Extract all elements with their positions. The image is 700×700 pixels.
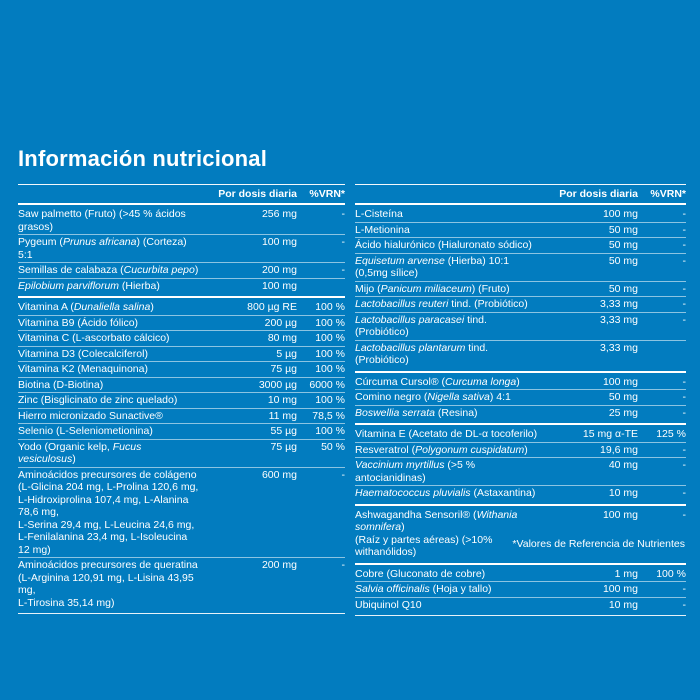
vrn-value: - xyxy=(682,254,686,267)
name-segment: ) xyxy=(524,443,528,456)
vrn-value: - xyxy=(682,487,686,499)
footnote: *Valores de Referencia de Nutrientes xyxy=(512,538,685,550)
table-row xyxy=(355,485,686,501)
name-segment: Vitamina A ( xyxy=(18,301,74,313)
name-segment: Vitamina B9 (Ácido fólico) xyxy=(18,316,139,329)
nutrient-name xyxy=(18,264,205,277)
vrn-value: 50 % xyxy=(321,440,345,453)
table-section xyxy=(355,205,686,371)
dose-value: 11 mg xyxy=(268,409,297,422)
table-row xyxy=(18,439,345,467)
column-header-dose: Por dosis diaria xyxy=(559,188,638,200)
dose-value: 100 mg xyxy=(602,508,638,521)
latin-name-segment: Polygonum cuspidatum xyxy=(415,443,525,456)
name-segment: Vitamina E (Acetato de DL-α tocoferilo) xyxy=(355,428,538,440)
dose-value: 50 mg xyxy=(608,239,638,251)
name-segment: Semillas de calabaza ( xyxy=(18,264,124,276)
nutrient-name xyxy=(18,363,205,376)
dose-value: 10 mg xyxy=(267,394,297,406)
table-section xyxy=(18,205,345,296)
name-segment: Saw palmetto (Fruto) (>45 % ácidos grasos) xyxy=(18,208,186,233)
nutrient-name xyxy=(355,298,546,311)
vrn-value: - xyxy=(682,375,686,388)
table-section xyxy=(355,563,686,616)
table-header-row xyxy=(355,184,686,205)
table-header-row xyxy=(18,184,345,205)
table-row xyxy=(18,392,345,408)
nutrient-name xyxy=(355,255,546,280)
latin-name-segment: Dunaliella salina xyxy=(73,301,151,313)
vrn-value: 100 % xyxy=(656,567,686,580)
table-section xyxy=(18,296,345,613)
dose-value: 100 mg xyxy=(261,279,297,292)
tables-container xyxy=(18,184,686,616)
table-row xyxy=(355,389,686,405)
nutrient-name xyxy=(355,568,546,581)
name-segment: tind. (Probiótico) xyxy=(355,341,489,366)
vrn-value: 125 % xyxy=(656,428,686,440)
latin-name-segment: Salvia officinalis xyxy=(355,583,430,595)
name-segment: ) xyxy=(150,301,154,313)
latin-name-segment: Lactobacillus reuteri xyxy=(355,298,449,310)
dose-value: 15 mg α-TE xyxy=(582,428,638,440)
vrn-value: - xyxy=(341,264,345,276)
dose-value: 50 mg xyxy=(608,282,638,295)
table-row xyxy=(355,296,686,312)
dose-value: 25 mg xyxy=(608,406,638,419)
table-section xyxy=(355,423,686,504)
dose-value: 256 mg xyxy=(261,208,297,220)
nutrient-name xyxy=(18,559,205,609)
nutrient-detail-line: (L-Arginina 120,91 mg, L-Lisina 43,95 mg, xyxy=(18,571,194,596)
table-row xyxy=(18,234,345,262)
latin-name-segment: Lactobacillus plantarum xyxy=(355,341,466,354)
name-segment: Resveratrol ( xyxy=(355,443,416,456)
vrn-value: - xyxy=(682,598,686,611)
table-row xyxy=(355,222,686,238)
table-section xyxy=(355,504,686,563)
vrn-value: 78,5 % xyxy=(312,409,345,422)
vrn-value: 100 % xyxy=(315,347,345,360)
vrn-value: - xyxy=(682,313,686,326)
nutrient-name xyxy=(355,208,546,221)
name-segment: tind. (Probiótico) xyxy=(448,298,528,310)
table-row xyxy=(355,597,686,613)
nutrient-detail-line: L-Hidroxiprolina 107,4 mg, L-Alanina 78,6 mg, xyxy=(18,493,189,518)
latin-name-segment: Fucus vesiculosus xyxy=(18,440,142,465)
table-row xyxy=(355,375,686,390)
column-header-ingredient xyxy=(18,188,205,200)
latin-name-segment: Equisetum arvense xyxy=(355,254,445,267)
nutrient-name xyxy=(355,239,546,252)
table-row xyxy=(355,281,686,297)
name-segment: (Hierba) 10:1 (0,5mg sílice) xyxy=(355,254,510,279)
vrn-value: 100 % xyxy=(315,332,345,344)
name-segment: Pygeum ( xyxy=(18,236,63,248)
name-segment: Mijo ( xyxy=(355,282,381,295)
vrn-value: - xyxy=(341,559,345,571)
dose-value: 3,33 mg xyxy=(600,341,638,354)
latin-name-segment: Prunus africana xyxy=(62,236,137,248)
nutrient-name xyxy=(355,283,546,296)
name-segment: Comino negro ( xyxy=(355,391,428,403)
nutrient-name xyxy=(355,599,546,612)
name-segment: Hierro micronizado Sunactive® xyxy=(18,409,163,422)
nutrient-name xyxy=(355,459,546,484)
vrn-value: - xyxy=(682,508,686,521)
table-row xyxy=(355,340,686,368)
table-row xyxy=(355,312,686,340)
column-header-vrn: %VRN* xyxy=(650,188,686,200)
nutrient-name xyxy=(355,376,546,389)
table-row xyxy=(18,278,345,294)
nutrient-name xyxy=(355,583,546,596)
dose-value: 50 mg xyxy=(608,223,638,236)
vrn-value: - xyxy=(682,406,686,419)
nutrient-name xyxy=(18,410,205,423)
name-segment: ) (Corteza) 5:1 xyxy=(18,236,187,261)
table-row xyxy=(355,253,686,281)
latin-name-segment: Cucurbita pepo xyxy=(123,264,195,276)
vrn-value: - xyxy=(341,236,345,248)
latin-name-segment: Withania somnifera xyxy=(355,508,518,533)
latin-name-segment: Haematococcus pluvialis xyxy=(355,487,471,499)
latin-name-segment: Panicum miliaceum xyxy=(380,282,472,295)
latin-name-segment: Boswellia serrata xyxy=(355,406,435,419)
nutrient-name xyxy=(18,348,205,361)
right-nutrition-table xyxy=(355,184,686,616)
nutrient-name xyxy=(355,428,546,441)
vrn-value: - xyxy=(341,208,345,220)
nutrient-name xyxy=(18,317,205,330)
latin-name-segment: Lactobacillus paracasei xyxy=(355,313,465,326)
table-section xyxy=(355,371,686,424)
table-row xyxy=(355,237,686,253)
dose-value: 50 mg xyxy=(608,391,638,403)
dose-value: 80 mg xyxy=(267,332,297,344)
dose-value: 100 mg xyxy=(261,236,297,248)
nutrient-name xyxy=(355,509,546,559)
dose-value: 50 mg xyxy=(608,254,638,267)
name-segment: (Hoja y tallo) xyxy=(429,583,492,595)
name-segment: tind. (Probiótico) xyxy=(355,313,487,338)
vrn-value: 6000 % xyxy=(309,378,345,391)
vrn-value: - xyxy=(682,391,686,403)
table-row xyxy=(355,567,686,582)
vrn-value: 100 % xyxy=(315,394,345,406)
column-header-dose: Por dosis diaria xyxy=(218,188,297,200)
dose-value: 75 µg xyxy=(270,363,297,375)
name-segment: Aminoácidos precursores de colágeno xyxy=(18,468,197,481)
vrn-value: 100 % xyxy=(315,363,345,375)
name-segment: Ashwagandha Sensoril® ( xyxy=(355,508,477,521)
name-segment: (Resina) xyxy=(434,406,478,419)
name-segment: L-Metionina xyxy=(355,223,410,236)
dose-value: 100 mg xyxy=(602,208,638,220)
nutrient-detail-line: L-Serina 29,4 mg, L-Leucina 24,6 mg, xyxy=(18,518,195,531)
nutrient-name xyxy=(18,208,205,233)
vrn-value: - xyxy=(682,223,686,236)
dose-value: 40 mg xyxy=(608,459,638,471)
nutrient-name xyxy=(18,379,205,392)
nutrient-name xyxy=(355,391,546,404)
name-segment: Cobre (Gluconato de cobre) xyxy=(355,567,486,580)
nutrient-name xyxy=(18,425,205,438)
vrn-value: 100 % xyxy=(315,425,345,437)
nutrient-detail-line: (Raíz y partes aéreas) (>10% withanólidos) xyxy=(355,533,493,558)
name-segment: Selenio (L-Seleniometionina) xyxy=(18,425,153,437)
table-row xyxy=(355,442,686,458)
dose-value: 19,6 mg xyxy=(600,443,638,456)
dose-value: 3,33 mg xyxy=(600,298,638,310)
dose-value: 100 mg xyxy=(602,375,638,388)
table-row xyxy=(18,361,345,377)
table-row xyxy=(18,377,345,393)
nutrient-detail-line: L-Fenilalanina 23,4 mg, L-Isoleucina 12 mg) xyxy=(18,531,188,556)
table-row xyxy=(18,315,345,331)
name-segment: (Astaxantina) xyxy=(470,487,536,499)
table-row xyxy=(18,207,345,234)
name-segment: Biotina (D-Biotina) xyxy=(18,378,104,391)
name-segment: Zinc (Bisglicinato de zinc quelado) xyxy=(18,394,178,406)
dose-value: 55 µg xyxy=(270,425,297,437)
table-body xyxy=(355,205,686,616)
dose-value: 600 mg xyxy=(261,468,297,481)
dose-value: 5 µg xyxy=(276,347,297,360)
dose-value: 10 mg xyxy=(608,598,638,611)
latin-name-segment: Nigella sativa xyxy=(427,391,490,403)
table-row xyxy=(18,423,345,439)
vrn-value: - xyxy=(682,239,686,251)
table-row xyxy=(18,408,345,424)
dose-value: 100 mg xyxy=(602,583,638,595)
name-segment: (>5 % antocianidinas) xyxy=(355,459,476,484)
dose-value: 1 mg xyxy=(614,567,638,580)
name-segment: Aminoácidos precursores de queratina xyxy=(18,559,198,571)
table-row xyxy=(355,207,686,222)
vrn-value: 100 % xyxy=(315,316,345,329)
dose-value: 10 mg xyxy=(608,487,638,499)
nutrient-name xyxy=(355,342,546,367)
name-segment: ) 4:1 xyxy=(489,391,511,403)
nutrient-name xyxy=(18,280,205,293)
name-segment: Vitamina C (L-ascorbato cálcico) xyxy=(18,332,170,344)
table-row xyxy=(18,262,345,278)
table-row xyxy=(355,508,686,560)
name-segment: ) xyxy=(194,264,199,276)
vrn-value: - xyxy=(682,459,686,471)
vrn-value: - xyxy=(682,208,686,220)
nutrient-detail-line: L-Tirosina 35,14 mg) xyxy=(18,596,115,609)
table-row xyxy=(18,330,345,346)
nutrient-name xyxy=(18,394,205,407)
name-segment: ) xyxy=(516,375,520,388)
vrn-value: - xyxy=(682,282,686,295)
table-row xyxy=(18,346,345,362)
table-body xyxy=(18,205,345,614)
dose-value: 200 µg xyxy=(264,316,297,329)
name-segment: ) xyxy=(401,521,405,533)
latin-name-segment: Epilobium parviflorum xyxy=(18,279,119,292)
vrn-value: - xyxy=(682,298,686,310)
name-segment: ) xyxy=(72,453,76,465)
name-segment: Cúrcuma Cursol® ( xyxy=(355,375,446,388)
name-segment: Vitamina K2 (Menaquinona) xyxy=(18,363,148,375)
nutrient-name xyxy=(355,487,546,500)
vrn-value: 100 % xyxy=(315,301,345,313)
nutrient-name xyxy=(355,314,546,339)
page-title: Información nutricional xyxy=(18,146,268,171)
table-row xyxy=(355,427,686,442)
vrn-value: - xyxy=(341,468,345,481)
table-row xyxy=(18,300,345,315)
dose-value: 3,33 mg xyxy=(600,313,638,326)
nutrient-name xyxy=(18,236,205,261)
nutrient-name xyxy=(355,224,546,237)
name-segment: ) (Fruto) xyxy=(471,282,510,295)
name-segment: Vitamina D3 (Colecalciferol) xyxy=(18,347,148,360)
table-row xyxy=(355,405,686,421)
dose-value: 800 µg RE xyxy=(247,301,297,313)
table-row xyxy=(355,457,686,485)
dose-value: 3000 µg xyxy=(258,378,297,391)
table-row xyxy=(355,581,686,597)
nutrient-name xyxy=(355,444,546,457)
name-segment: Ácido hialurónico (Hialuronato sódico) xyxy=(355,239,532,251)
latin-name-segment: Curcuma longa xyxy=(445,375,517,388)
nutrient-detail-line: (L-Glicina 204 mg, L-Prolina 120,6 mg, xyxy=(18,481,199,493)
vrn-value: - xyxy=(682,583,686,595)
name-segment: Ubiquinol Q10 xyxy=(355,598,422,611)
nutrient-name xyxy=(18,301,205,314)
table-row xyxy=(18,557,345,610)
nutrient-name xyxy=(18,332,205,345)
name-segment: (Hierba) xyxy=(118,279,160,292)
nutrient-name xyxy=(18,441,205,466)
name-segment: Yodo (Organic kelp, xyxy=(18,440,113,453)
column-header-vrn: %VRN* xyxy=(309,188,345,200)
dose-value: 200 mg xyxy=(261,264,297,276)
vrn-value: - xyxy=(682,443,686,456)
dose-value: 75 µg xyxy=(270,440,297,453)
name-segment: L-Cisteína xyxy=(355,208,403,220)
latin-name-segment: Vaccinium myrtillus xyxy=(355,459,445,471)
column-header-ingredient xyxy=(355,188,546,200)
nutrient-name xyxy=(355,407,546,420)
dose-value: 200 mg xyxy=(261,559,297,571)
